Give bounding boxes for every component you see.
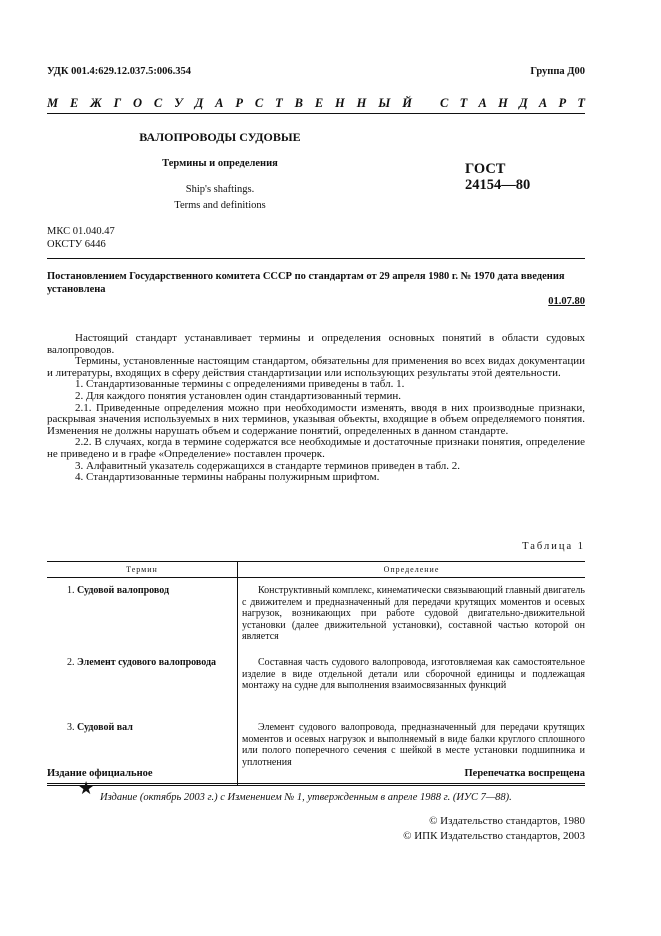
banner-letter: Р: [558, 96, 567, 110]
banner-letter: Н: [356, 96, 367, 110]
banner-letter: С: [153, 96, 163, 110]
banner-letter: Т: [275, 96, 283, 110]
banner-rule: [47, 113, 585, 114]
banner-letter: Н: [498, 96, 508, 110]
paragraph: 2.1. Приведенные определения можно при необходимости изменять, вводя в них производные признаки, раскрывая значения используемых в них терминов, указывая объекты, входящие в объем определяемого понятия. Изменения не должны нарушать объем и содержание понятий, определенных в данном стандарте.: [47, 401, 585, 437]
english-title: Ship's shaftings.: [185, 184, 255, 195]
gost-designation: [465, 161, 530, 193]
term-cell: [47, 650, 238, 715]
standard-banner: [47, 96, 585, 111]
banner-letter: А: [538, 96, 548, 110]
definition-text: Составная часть судового валопровода, изготовляемая как самостоятельное изделие в виде отдельной детали или сборочной единицы и подлежащая монтажу на судне для выполнения взаимосвязанных функций: [242, 657, 585, 692]
column-header-definition: Определение: [238, 562, 586, 578]
paragraph: 3. Алфавитный указатель содержащихся в стандарте терминов приведен в табл. 2.: [75, 459, 461, 472]
definition-cell: [238, 578, 586, 651]
body-text: [47, 333, 585, 484]
gost-label: ГОСТ: [465, 161, 506, 177]
term-name: Элемент судового валопровода: [77, 657, 217, 668]
banner-right: [440, 96, 585, 111]
banner-letter: С: [440, 96, 449, 110]
group-code: Группа Д00: [530, 66, 585, 77]
document-subtitle: Термины и определения: [162, 158, 278, 169]
banner-letter: А: [215, 96, 224, 110]
mks-code: МКС 01.040.47: [47, 226, 115, 237]
star-icon: ★: [78, 778, 95, 798]
paragraph: 1. Стандартизованные термины с определениями приведены в табл. 1.: [75, 378, 405, 391]
banner-letter: В: [294, 96, 303, 110]
english-subtitle: Terms and definitions: [174, 200, 266, 211]
banner-letter: О: [133, 96, 143, 110]
paragraph: 2.2. В случаях, когда в термине содержатся все необходимые и достаточные признаки понятия, определение не приведено и в графе «Определение» поставлен прочерк.: [47, 436, 585, 460]
effective-date: 01.07.80: [548, 296, 585, 307]
table-caption: Таблица 1: [522, 541, 585, 552]
banner-letter: Д: [519, 96, 528, 110]
banner-letter: Д: [194, 96, 204, 110]
reprint-prohibited-label: Перепечатка воспрещена: [464, 768, 585, 779]
document-title: ВАЛОПРОВОДЫ СУДОВЫЕ: [139, 130, 301, 144]
header-rule: [47, 258, 585, 259]
udk-code: УДК 001.4:629.12.037.5:006.354: [47, 66, 191, 77]
paragraph: 4. Стандартизованные термины набраны полужирным шрифтом.: [75, 471, 380, 484]
term-number: 2.: [67, 657, 75, 668]
table-row: [47, 650, 585, 715]
banner-letter: Е: [70, 96, 79, 110]
banner-letter: У: [174, 96, 183, 110]
gost-number: 24154—80: [465, 177, 531, 193]
banner-letter: Ж: [90, 96, 102, 110]
term-cell: [47, 578, 238, 651]
banner-letter: С: [254, 96, 264, 110]
paragraph: 2. Для каждого понятия установлен один стандартизованный термин.: [75, 389, 401, 402]
banner-letter: Ы: [378, 96, 391, 110]
banner-left: [47, 96, 412, 111]
term-name: Судовой валопровод: [77, 585, 170, 596]
table-header-row: [47, 562, 585, 578]
banner-letter: Й: [402, 96, 412, 110]
okstu-code: ОКСТУ 6446: [47, 239, 106, 250]
banner-letter: Н: [335, 96, 345, 110]
term-number: 3.: [67, 722, 75, 733]
column-header-term: Термин: [47, 562, 238, 578]
banner-letter: Т: [577, 96, 585, 110]
paragraph: Настоящий стандарт устанавливает термины и определения основных понятий в области судовых валопроводов.: [47, 332, 585, 356]
decree-text: Постановлением Государственного комитета СССР по стандартам от 29 апреля 1980 г. № 1970 дата введения установлена: [47, 271, 565, 295]
footer-rule: [47, 783, 585, 784]
banner-letter: А: [478, 96, 487, 110]
definition-text: Конструктивный комплекс, кинематически связывающий главный двигатель с движителем и предназначенный для передачи крутящих моментов и осевых нагрузок, возникающих при работе судовой двигательно-движительной установки (далее движительной установки), составной частью которой он является: [242, 585, 585, 643]
banner-letter: Г: [113, 96, 122, 110]
paragraph: Термины, установленные настоящим стандартом, обязательны для применения во всех видах документации и литературы, входящих в сферу действия стандартизации или использующих результаты этой деятельности.: [47, 355, 585, 379]
banner-letter: М: [47, 96, 59, 110]
classification-codes: [47, 225, 115, 251]
copyright-2003: © ИПК Издательство стандартов, 2003: [403, 830, 585, 842]
banner-letter: Т: [459, 96, 468, 110]
term-number: 1.: [67, 585, 75, 596]
edition-note: Издание (октябрь 2003 г.) с Изменением № 1, утвержденным в апреле 1988 г. (ИУС 7—88).: [100, 792, 512, 803]
definition-text: Элемент судового валопровода, предназначенный для передачи крутящих моментов и осевых нагрузок и выполняемый в виде балки круглого сплошного или полого поперечного сечения с шейкой в месте установки подшипника и уплотнения: [242, 722, 585, 768]
banner-letter: Е: [314, 96, 324, 110]
banner-letter: Р: [235, 96, 243, 110]
official-edition-label: Издание официальное: [47, 768, 153, 779]
table-row: [47, 578, 585, 651]
definition-cell: [238, 650, 586, 715]
term-name: Судовой вал: [77, 722, 133, 733]
copyright-1980: © Издательство стандартов, 1980: [429, 815, 585, 827]
terms-table: [47, 561, 585, 786]
